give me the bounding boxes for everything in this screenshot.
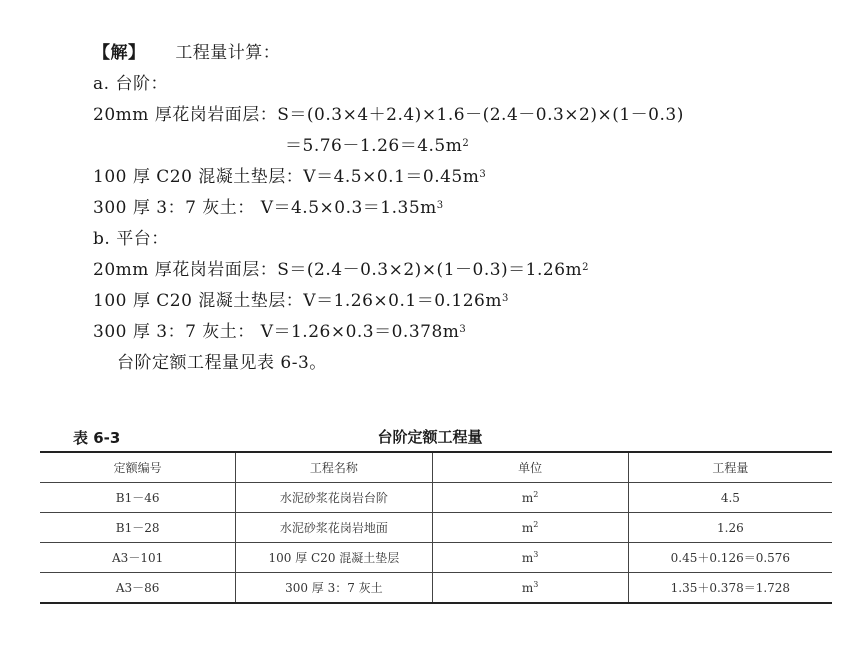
- header-unit: 单位: [432, 452, 628, 483]
- cell-quantity: 4.5: [628, 483, 832, 513]
- a-granite-calc: 20mm 厚花岗岩面层：S＝(0.3×4＋2.4)×1.6－(2.4－0.3×2)×(1－0.3): [93, 105, 684, 125]
- unit-text: m: [521, 550, 534, 565]
- unit-text: m: [521, 580, 534, 595]
- cell-unit: [432, 513, 628, 543]
- cell-code: B1－28: [40, 513, 236, 543]
- unit-sup: 2: [533, 519, 539, 529]
- b-limesoil-calc: [93, 321, 466, 343]
- unit-sup: 3: [533, 549, 539, 559]
- solution-heading-text: 工程量计算：: [175, 43, 281, 63]
- cell-quantity: 1.35＋0.378＝1.728: [628, 573, 832, 604]
- solution-bracket: 【解】: [93, 43, 146, 63]
- b-concrete-calc-sup: 3: [502, 293, 509, 304]
- a-granite-result: [285, 135, 469, 157]
- cell-name: 300 厚 3：7 灰土: [236, 573, 432, 604]
- table-row: [40, 543, 832, 573]
- unit-sup: 3: [533, 579, 539, 589]
- b-granite-calc-sup: 2: [582, 262, 590, 273]
- cell-unit: [432, 543, 628, 573]
- b-concrete-calc-text: 100 厚 C20 混凝土垫层：V＝1.26×0.1＝0.126m: [93, 291, 502, 311]
- cell-code: B1－46: [40, 483, 236, 513]
- a-limesoil-calc-sup: 3: [436, 200, 444, 211]
- cell-name: 水泥砂浆花岗岩地面: [236, 513, 432, 543]
- a-concrete-calc: [93, 166, 486, 188]
- a-concrete-calc-sup: 3: [479, 169, 487, 180]
- section-b-heading: b. 平台：: [93, 229, 169, 249]
- b-limesoil-calc-text: 300 厚 3：7 灰土： V＝1.26×0.3＝0.378m: [93, 322, 460, 342]
- cell-name: 100 厚 C20 混凝土垫层: [236, 543, 432, 573]
- header-code: 定额编号: [40, 452, 236, 483]
- b-concrete-calc: [93, 290, 509, 312]
- unit-text: m: [521, 490, 534, 505]
- unit-text: m: [521, 520, 534, 535]
- cell-quantity: 0.45＋0.126＝0.576: [628, 543, 832, 573]
- a-concrete-calc-text: 100 厚 C20 混凝土垫层：V＝4.5×0.1＝0.45m: [93, 167, 480, 187]
- cell-name: 水泥砂浆花岗岩台阶: [236, 483, 432, 513]
- unit-sup: 2: [533, 489, 539, 499]
- table-row: [40, 513, 832, 543]
- section-a-heading: a. 台阶：: [93, 74, 168, 94]
- table-label: 表 6-3: [73, 429, 121, 447]
- table-title: 台阶定额工程量: [377, 428, 483, 446]
- b-granite-calc: [93, 259, 589, 281]
- header-quantity: 工程量: [628, 452, 832, 483]
- cell-unit: [432, 483, 628, 513]
- b-granite-calc-text: 20mm 厚花岗岩面层：S＝(2.4－0.3×2)×(1－0.3)＝1.26m: [93, 260, 583, 280]
- cell-code: A3－101: [40, 543, 236, 573]
- b-limesoil-calc-sup: 3: [459, 324, 467, 335]
- table-row: [40, 573, 832, 604]
- a-limesoil-calc-text: 300 厚 3：7 灰土： V＝4.5×0.3＝1.35m: [93, 198, 437, 218]
- a-limesoil-calc: [93, 197, 444, 219]
- table-reference-note: 台阶定额工程量见表 6-3。: [117, 353, 327, 373]
- a-granite-result-text: ＝5.76－1.26＝4.5m: [285, 136, 463, 156]
- cell-code: A3－86: [40, 573, 236, 604]
- cell-quantity: 1.26: [628, 513, 832, 543]
- a-granite-result-sup: 2: [462, 138, 470, 149]
- cell-unit: [432, 573, 628, 604]
- table-row: [40, 483, 832, 513]
- header-name: 工程名称: [236, 452, 432, 483]
- quota-quantity-table: [40, 451, 832, 604]
- solution-heading: [93, 42, 280, 64]
- table-header-row: [40, 452, 832, 483]
